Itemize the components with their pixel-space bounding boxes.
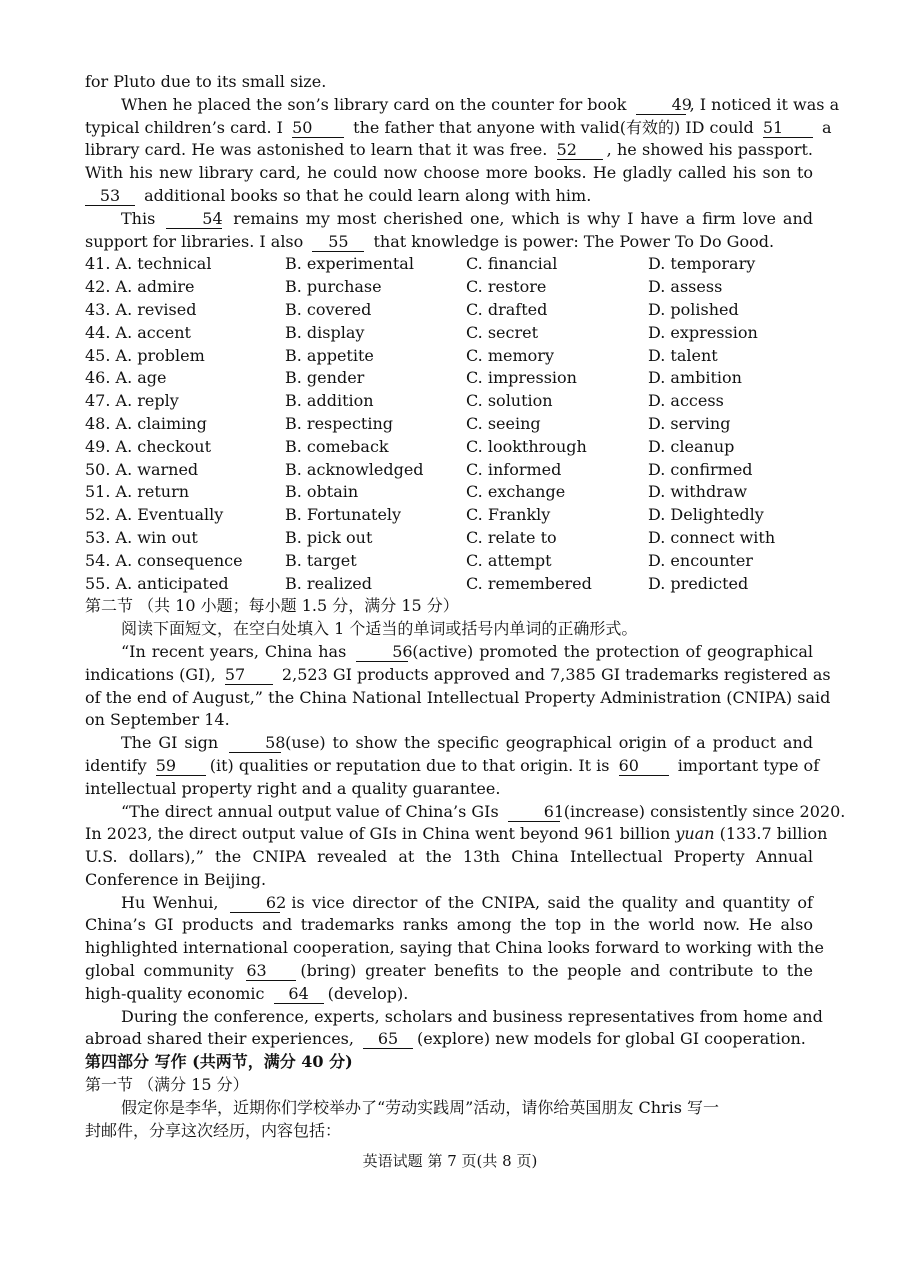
passage-text: China’s GI products and trademarks ranks among the top in the world now. He also	[85, 915, 813, 935]
option-b: B. gender	[285, 368, 365, 388]
options-list	[85, 253, 813, 595]
passage-text: (it) qualities or reputation due to that origin. It is	[209, 755, 610, 775]
passage-line	[85, 960, 813, 983]
passage-text: (develop).	[327, 983, 409, 1003]
option-b: B. addition	[285, 391, 374, 411]
section-heading: 第一节 （满分 15 分）	[85, 1075, 249, 1095]
option-a: 43. A. revised	[85, 299, 197, 319]
option-c: C. exchange	[466, 482, 566, 502]
option-d: D. expression	[648, 322, 758, 342]
option-a: 53. A. win out	[85, 527, 198, 547]
option-b: B. experimental	[285, 254, 414, 274]
option-d: D. encounter	[648, 550, 753, 570]
passage-text: “The direct annual output value of China’s GIs	[121, 801, 499, 821]
option-b: B. pick out	[285, 527, 373, 547]
option-c: C. attempt	[466, 550, 552, 570]
option-b: B. purchase	[285, 277, 382, 297]
passage-text: Hu Wenhui,	[121, 892, 219, 912]
option-a: 55. A. anticipated	[85, 573, 229, 593]
page-footer: 英语试题 第 7 页(共 8 页)	[362, 1152, 538, 1170]
passage-line	[85, 162, 813, 185]
option-b: B. target	[285, 550, 357, 570]
passage-text: (increase) consistently since 2020.	[563, 801, 846, 821]
option-c: C. solution	[466, 391, 553, 411]
blank-65: 65	[363, 1030, 413, 1049]
passage-text: (bring) greater benefits to the people and contribute to the	[300, 961, 813, 981]
option-a: 52. A. Eventually	[85, 505, 224, 525]
passage-text: During the conference, experts, scholars and business representatives from home and	[121, 1006, 823, 1026]
passage-text: global community	[85, 961, 234, 981]
option-a: 44. A. accent	[85, 322, 191, 342]
option-b: B. obtain	[285, 482, 359, 502]
blank-59: 59	[156, 757, 206, 776]
passage-line	[85, 208, 813, 231]
option-c: C. restore	[466, 277, 547, 297]
option-c: C. relate to	[466, 527, 557, 547]
passage-text: remains my most cherished one, which is why I have a firm love and	[233, 208, 814, 228]
writing-prompt: 假定你是李华，近期你们学校举办了“劳动实践周”活动，请你给英国朋友 Chris 写一	[121, 1097, 720, 1117]
passage-text: , I noticed it was a	[689, 94, 840, 114]
option-a: 54. A. consequence	[85, 550, 243, 570]
option-a: 47. A. reply	[85, 391, 179, 411]
passage-line	[85, 709, 813, 732]
passage-text: , he showed his passport.	[606, 140, 813, 160]
passage-text: (active) promoted the protection of geographical	[412, 641, 814, 661]
option-d: D. temporary	[648, 254, 756, 274]
option-c: C. secret	[466, 322, 539, 342]
option-b: B. display	[285, 322, 365, 342]
part-heading: 第四部分 写作 (共两节，满分 40 分)	[85, 1052, 353, 1072]
passage-line	[85, 823, 828, 846]
option-row	[85, 436, 813, 459]
passage-text: typical children’s card. I	[85, 117, 283, 137]
passage-line	[85, 664, 831, 687]
option-a: 51. A. return	[85, 482, 190, 502]
blank-56: 56	[356, 643, 408, 662]
passage-text: highlighted international cooperation, saying that China looks forward to working with the	[85, 938, 824, 958]
option-d: D. assess	[648, 277, 723, 297]
passage-text: intellectual property right and a quality guarantee.	[85, 778, 501, 798]
passage-line	[85, 1006, 823, 1029]
passage-text: (133.7 billion	[719, 824, 828, 844]
passage-line	[85, 185, 813, 208]
blank-49: 49	[636, 96, 686, 115]
passage-text: The GI sign	[121, 733, 219, 753]
option-row	[85, 253, 813, 276]
passage-text: library card. He was astonished to learn that it was free.	[85, 140, 548, 160]
passage-line	[85, 755, 820, 778]
option-row	[85, 413, 813, 436]
passage-line	[85, 846, 813, 869]
passage-line	[85, 687, 831, 710]
passage-line	[85, 641, 813, 664]
option-c: C. drafted	[466, 299, 548, 319]
passage-text: indications (GI),	[85, 664, 216, 684]
option-c: C. remembered	[466, 573, 592, 593]
option-row	[85, 299, 813, 322]
option-b: B. appetite	[285, 345, 374, 365]
blank-58: 58	[229, 734, 281, 753]
option-c: C. lookthrough	[466, 436, 587, 456]
passage-line	[85, 1028, 813, 1051]
passage-text: on September 14.	[85, 710, 230, 730]
option-a: 42. A. admire	[85, 277, 195, 297]
passage-text: U.S. dollars),” the CNIPA revealed at the 13th China Intellectual Property Annual	[85, 847, 813, 867]
option-d: D. access	[648, 391, 724, 411]
passage-line	[85, 732, 813, 755]
option-d: D. withdraw	[648, 482, 748, 502]
blank-53: 53	[85, 187, 135, 206]
passage-line	[85, 231, 813, 254]
option-b: B. realized	[285, 573, 372, 593]
option-c: C. seeing	[466, 413, 541, 433]
option-d: D. talent	[648, 345, 718, 365]
passage-text: high-quality economic	[85, 983, 265, 1003]
option-a: 48. A. claiming	[85, 413, 207, 433]
blank-51: 51	[763, 119, 813, 138]
passage-text: In 2023, the direct output value of GIs in China went beyond 961 billion	[85, 824, 671, 844]
passage-text: Conference in Beijing.	[85, 869, 267, 889]
option-d: D. confirmed	[648, 459, 753, 479]
blank-55: 55	[312, 233, 364, 252]
option-row	[85, 481, 813, 504]
option-d: D. Delightedly	[648, 505, 764, 525]
option-row	[85, 276, 813, 299]
passage-line	[85, 139, 813, 162]
option-row	[85, 367, 813, 390]
option-row	[85, 322, 813, 345]
option-b: B. covered	[285, 299, 372, 319]
option-a: 50. A. warned	[85, 459, 199, 479]
passage-line	[85, 778, 813, 801]
passage-text: is vice director of the CNIPA, said the quality and quantity of	[291, 892, 813, 912]
option-a: 46. A. age	[85, 368, 167, 388]
passage-text: identify	[85, 755, 147, 775]
section-instruction: 阅读下面短文，在空白处填入 1 个适当的单词或括号内单词的正确形式。	[121, 619, 638, 639]
passage-text: “In recent years, China has	[121, 641, 347, 661]
option-b: B. comeback	[285, 436, 389, 456]
option-c: C. informed	[466, 459, 562, 479]
option-row	[85, 504, 813, 527]
passage-text: for Pluto due to its small size.	[85, 72, 327, 91]
passage-line	[85, 117, 832, 140]
passage-text: that knowledge is power: The Power To Do Good.	[373, 231, 775, 251]
passage-line	[85, 801, 846, 824]
passage-text: important type of	[677, 755, 820, 775]
option-d: D. polished	[648, 299, 739, 319]
option-b: B. acknowledged	[285, 459, 424, 479]
passage-line	[85, 937, 824, 960]
blank-61: 61	[508, 803, 560, 822]
passage-line	[85, 892, 813, 915]
option-d: D. cleanup	[648, 436, 735, 456]
passage-line	[85, 914, 813, 937]
blank-64: 64	[274, 985, 324, 1004]
blank-62: 62	[230, 894, 280, 913]
passage-line	[85, 983, 813, 1006]
passage-text: of the end of August,” the China National Intellectual Property Administration (CNIPA) said	[85, 687, 831, 707]
passage-text: abroad shared their experiences,	[85, 1029, 354, 1049]
passage-text: When he placed the son’s library card on the counter for book	[121, 94, 627, 114]
option-row	[85, 390, 813, 413]
option-c: C. financial	[466, 254, 558, 274]
option-a: 45. A. problem	[85, 345, 205, 365]
italic-term: yuan	[675, 824, 715, 844]
passage-text: additional books so that he could learn along with him.	[144, 185, 592, 205]
passage-text: a	[821, 117, 832, 137]
blank-50: 50	[292, 119, 344, 138]
blank-52: 52	[557, 141, 603, 160]
passage-text: the father that anyone with valid(有效的) ID could	[353, 117, 754, 137]
option-d: D. ambition	[648, 368, 742, 388]
option-row	[85, 459, 813, 482]
option-a: 49. A. checkout	[85, 436, 212, 456]
writing-prompt: 封邮件，分享这次经历，内容包括：	[85, 1120, 342, 1140]
blank-54: 54	[166, 210, 222, 229]
option-c: C. memory	[466, 345, 554, 365]
blank-60: 60	[619, 757, 669, 776]
option-b: B. respecting	[285, 413, 394, 433]
section-heading: 第二节 （共 10 小题；每小题 1.5 分，满分 15 分）	[85, 596, 459, 616]
option-row	[85, 573, 813, 596]
passage-line	[85, 71, 813, 94]
blank-57: 57	[225, 666, 273, 685]
passage-text: With his new library card, he could now choose more books. He gladly called his son to	[85, 163, 813, 183]
option-c: C. impression	[466, 368, 577, 388]
passage-text: (use) to show the specific geographical origin of a product and	[285, 733, 814, 753]
option-row	[85, 527, 813, 550]
option-row	[85, 550, 813, 573]
passage-text: support for libraries. I also	[85, 231, 304, 251]
passage-text: (explore) new models for global GI cooperation.	[417, 1029, 806, 1049]
option-d: D. serving	[648, 413, 731, 433]
passage-text: This	[121, 208, 156, 228]
option-c: C. Frankly	[466, 505, 551, 525]
page-content	[85, 71, 846, 1142]
passage-line	[85, 94, 840, 117]
option-row	[85, 345, 813, 368]
passage-text: 2,523 GI products approved and 7,385 GI trademarks registered as	[281, 664, 831, 684]
option-a: 41. A. technical	[85, 254, 212, 274]
option-b: B. Fortunately	[285, 505, 402, 525]
passage-line	[85, 869, 813, 892]
option-d: D. connect with	[648, 527, 776, 547]
blank-63: 63	[246, 962, 296, 981]
option-d: D. predicted	[648, 573, 749, 593]
